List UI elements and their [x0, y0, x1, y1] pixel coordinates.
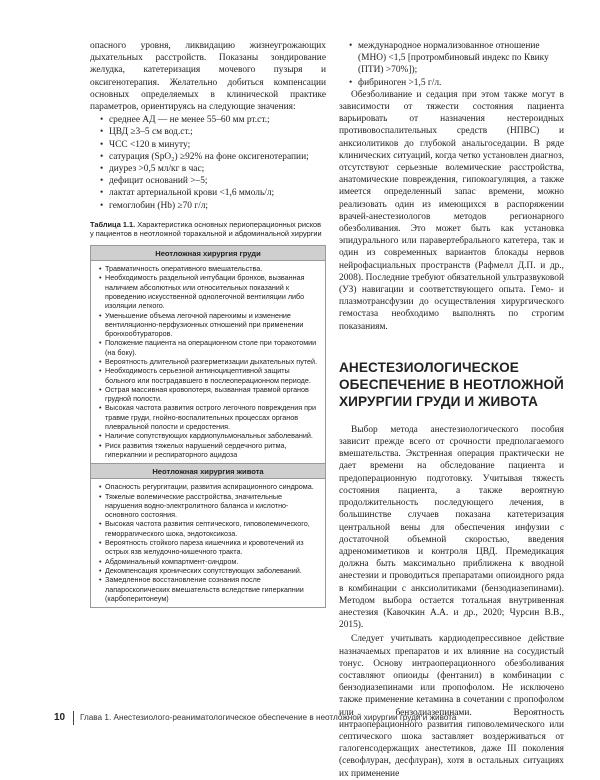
intro-paragraph: опасного уровня, ликвидацию жизнеугрожающих дыхательных расстройств. Показаны зондирование желудка, катетеризация мочевого пузыря и оксигенотерапия. Желательно добиться компенсации основных определяемых в клинической практике параметров, ориентируясь на следующие значения:: [90, 41, 326, 113]
method-paragraph: Выбор метода анестезиологического пособия зависит прежде всего от срочности предполагаемого вмешательства. Экстренная операция практически не дает времени на обследование пациента и предоперационную подготовку. Учитывая тяжесть состояния пациента, а также вероятную продолжительность последующего лечения, в большинстве случаев показана катетеризация центральной вены для обеспечения инфузии с достаточной объемной скоростью, введения адреномиметиков и контроля ЦВД. Премедикация должна быть максимально приближена к вводной анестезии и проводиться препаратами опиоидного ряда в комбинации с анксиолитиками (бензодиазепинами). Методом выбора остается тотальная внутривенная анестезия (Кавочкин А.А. и др., 2020; Чурсин В.В., 2015).: [339, 424, 564, 631]
table-item: • Абдоминальный компартмент-синдром.: [99, 557, 319, 566]
target-item: • лактат артериальной крови <1,6 ммоль/л;: [100, 187, 326, 199]
table-item: • Высокая частота развития септического, гиповолемического, геморрагического шока, эндотоксикоза.: [99, 519, 319, 538]
coagulation-item: • фибриноген >1,5 г/л.: [349, 77, 564, 89]
table-item: • Замедленное восстановление сознания после лапароскопических вмешательств вследствие гиперкапнии (карбоперитонеум): [99, 575, 319, 603]
table-item: • Необходимость раздельной интубации бронхов, вызванная наличием абсолютных или относительных показаний к проведению искусственной однолегочной вентиляции либо изоляции легкого.: [99, 273, 319, 310]
table-item: • Декомпенсация хронических сопутствующих заболеваний.: [99, 566, 319, 575]
table-caption-text: Характеристика основных периоперационных рисков у пациентов в неотложной торакальной и абдоминальной хирургии: [90, 219, 322, 239]
table-body-chest: [91, 261, 325, 463]
table-item: • Травматичность оперативного вмешательства.: [99, 264, 319, 273]
coagulation-list: [339, 40, 564, 89]
table-body-abdomen: [91, 479, 325, 607]
considerations-paragraph: Следует учитывать кардиодепрессивное действие назначаемых препаратов и их влияние на сосудистый тонус. Основу интраоперационного обезболивания составляют опиоиды (фентанил) в комбинации с бензодиазепинами или пропофолом. Не исключено также применение кетамина в сочетании с пропофолом или бензодиазепинами. Вероятность интраоперационного развития гиповолемического или септического шока заставляет воздерживаться от галогенсодержащих анестетиков, даже III поколения (севофлуран, десфлуран), хотя в остальных ситуациях их применение: [339, 634, 564, 779]
page-footer: [0, 712, 600, 726]
table-item: • Наличие сопутствующих кардиопульмональных заболеваний.: [99, 431, 319, 440]
left-column: [90, 40, 326, 608]
table-header-chest: Неотложная хирургия груди: [91, 246, 325, 261]
table-item: • Положение пациента на операционном столе при торакотомии (на боку).: [99, 338, 319, 357]
table-item: • Необходимость серьезной антиноцицептивной защиты больного или пострадавшего в послеоперационном периоде.: [99, 366, 319, 385]
table-item: • Опасность регургитации, развития аспирационного синдрома.: [99, 482, 319, 491]
target-item: • диурез >0,5 мл/кг в час;: [100, 163, 326, 175]
right-column: [339, 40, 564, 780]
table-item: • Вероятность длительной разгерметизации дыхательных путей.: [99, 357, 319, 366]
target-item: • ЧСС <120 в минуту;: [100, 139, 326, 151]
table-item: • Высокая частота развития острого легочного повреждения при травме груди, гнойно-воспалительных процессах органов плевральной полости и средостения.: [99, 403, 319, 431]
table-item: • Тяжелые волемические расстройства, значительные нарушения водно-электролитного баланса и кислотно-основного состояния.: [99, 492, 319, 520]
table-caption: [90, 220, 326, 239]
coagulation-item: • международное нормализованное отношение (МНО) <1,5 [протромбиновый индекс по Квику (ПТИ) >70%]);: [349, 40, 564, 77]
target-item: • сатурация (SpO₂) ≥92% на фоне оксигенотерапии;: [100, 151, 326, 163]
target-item: • дефицит оснований >–5;: [100, 175, 326, 187]
analgesia-paragraph: Обезболивание и седация при этом также могут в зависимости от тяжести состояния пациента варьировать от назначения нестероидных противовоспалительных средств (НПВС) и анксиолитиков до глубокой анальгоседации. В ряде клинических ситуаций, когда четко установлен диагноз, отсутствуют серьезные волемические расстройства, анатомические повреждения, гипокоагуляция, а также имеется определенный запас времени, можно реализовать один из имеющихся в распоряжении врачей-анестезиологов методов регионарного обезболивания. Это может быть как установка эпидурального или паравертебрального катетера, так и один из современных вариантов блокады нервов нейрофасциальных пространств (Рафмелл Д.П. и др., 2008). Последние требуют обязательной ультразвуковой (УЗ) навигации и соответствующего опыта. Гемо- и плазмотрансфузии до осуществления хирургического гемостаза необходимо выполнять по строгим показаниям.: [339, 89, 564, 332]
target-item: • среднее АД — не менее 55–60 мм рт.ст.;: [100, 114, 326, 126]
risks-table: [90, 245, 326, 608]
target-values-list: [90, 114, 326, 212]
table-item: • Острая массивная кровопотеря, вызванная травмой органов грудной полости.: [99, 385, 319, 404]
table-item: • Риск развития тяжелых нарушений сердечного ритма, гиперкапнии и респираторного ацидоза: [99, 441, 319, 460]
table-item: • Уменьшение объема легочной паренхимы и изменение вентиляционно-перфузионных отношений при применении бронхообтураторов.: [99, 311, 319, 339]
footer-divider: [73, 711, 74, 725]
table-header-abdomen: Неотложная хирургия живота: [91, 463, 325, 479]
table-caption-label: Таблица 1.1.: [90, 219, 136, 229]
table-item: • Вероятность стойкого пареза кишечника и кровотечений из острых язв желудочно-кишечного тракта.: [99, 538, 319, 557]
page-number: 10: [54, 712, 66, 723]
section-heading: АНЕСТЕЗИОЛОГИЧЕСКОЕ ОБЕСПЕЧЕНИЕ В НЕОТЛОЖНОЙ ХИРУРГИИ ГРУДИ И ЖИВОТА: [339, 359, 564, 409]
chapter-title: Глава 1. Анестезиолого-реаниматологическое обеспечение в неотложной хирургии груди и живота: [80, 713, 457, 722]
target-item: • ЦВД ≥3–5 см вод.ст.;: [100, 126, 326, 138]
target-item: • гемоглобин (Hb) ≥70 г/л;: [100, 200, 326, 212]
